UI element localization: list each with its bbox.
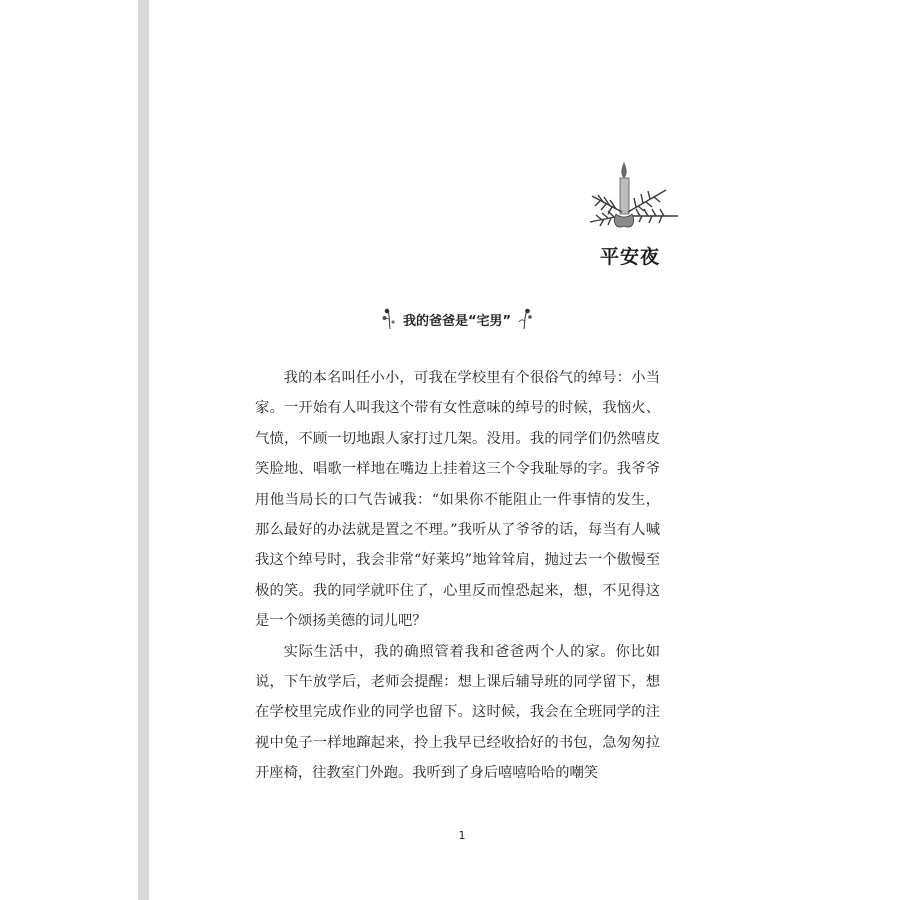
candle-with-pine-branches-icon <box>586 156 682 238</box>
section-heading <box>364 306 550 332</box>
body-text <box>255 363 660 789</box>
chapter-title: 平安夜 <box>599 246 660 268</box>
berry-sprig-icon <box>381 307 397 331</box>
section-title: 我的爸爸是“宅男” <box>402 313 512 329</box>
paragraph: 实际生活中，我的确照管着我和爸爸两个人的家。你比如说，下午放学后，老师会提醒：想上课后辅导班的同学留下，想在学校里完成作业的同学也留下。这时候，我会在全班同学的注视中兔子一样地蹿起来，拎上我早已经收拾好的书包，急匆匆拉开座椅，往教室门外跑。我听到了身后嘻嘻哈哈的嘲笑 <box>255 643 660 782</box>
paragraph: 我的本名叫任小小，可我在学校里有个很俗气的绰号：小当家。一开始有人叫我这个带有女性意味的绰号的时候，我恼火、气愤，不顾一切地跟人家打过几架。没用。我的同学们仍然嘻皮笑脸地、唱歌一样地在嘴边上挂着这三个令我耻辱的字。我爷爷用他当局长的口气告诫我：“如果你不能阻止一件事情的发生，那么最好的办法就是置之不理。”我听从了爷爷的话，每当有人喊我这个绰号时，我会非常“好莱坞”地耸耸肩，抛过去一个傲慢至极的笑。我的同学就吓住了，心里反而惶恐起来，想，不见得这是一个颂扬美德的词儿吧？ <box>255 370 660 630</box>
berry-sprig-icon <box>517 307 533 331</box>
page-number: 1 <box>458 829 466 842</box>
book-gutter <box>138 0 149 900</box>
